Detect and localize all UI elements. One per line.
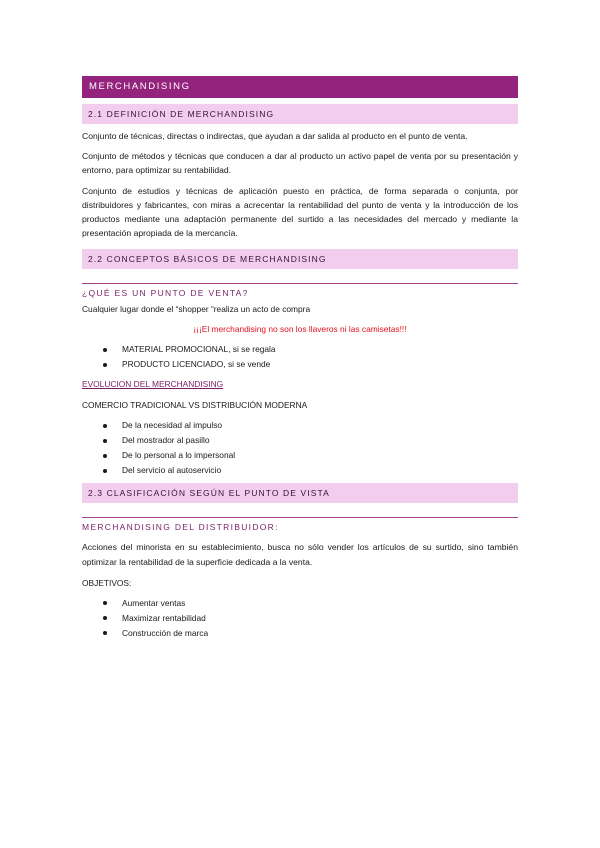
subheading-distributor-merchandising: MERCHANDISING DEL DISTRIBUIDOR: (82, 522, 279, 533)
objectives-list (82, 596, 518, 641)
comparison-label: COMERCIO TRADICIONAL VS DISTRIBUCIÓN MODERNA (82, 400, 308, 411)
list-item: Del mostrador al pasillo (82, 433, 518, 448)
bullet-icon (103, 363, 107, 367)
section-heading-classification: 2.3 CLASIFICACIÓN SEGÚN EL PUNTO DE VISTA (82, 483, 518, 503)
definition-paragraph-3: Conjunto de estudios y técnicas de aplicación puesto en práctica, de forma separada o conjunta, por distribuidores y fabricantes, con miras a acrecentar la rentabilidad del punto de venta y la introducción de los productos mediante una adaptación permanente del surtido a las necesidades del mercado y mediante la presentación apropiada de la mercancía. (82, 185, 518, 239)
list-item: MATERIAL PROMOCIONAL, si se regala (82, 342, 518, 357)
list-item: De la necesidad al impulso (82, 418, 518, 433)
bullet-icon (103, 454, 107, 458)
evolution-link[interactable]: EVOLUCION DEL MERCHANDISING (82, 379, 224, 390)
bullet-icon (103, 616, 107, 620)
list-item: Aumentar ventas (82, 596, 518, 611)
bullet-icon (103, 439, 107, 443)
bullet-icon (103, 631, 107, 635)
highlight-note: ¡¡¡El merchandising no son los llaveros ni las camisetas!!! (193, 324, 407, 335)
definition-paragraph-2: Conjunto de métodos y técnicas que conducen a dar al producto un activo papel de venta por su presentación y entorno, para optimizar su rentabilidad. (82, 151, 518, 176)
list-item: Construcción de marca (82, 626, 518, 641)
list-item: De lo personal a lo impersonal (82, 448, 518, 463)
bullet-icon (103, 469, 107, 473)
distributor-paragraph: Acciones del minorista en su establecimiento, busca no sólo vender los artículos de su surtido, sino también optimizar la rentabilidad de la superficie dedicada a la venta. (82, 542, 518, 567)
section-heading-basic-concepts: 2.2 CONCEPTOS BÁSICOS DE MERCHANDISING (82, 249, 518, 269)
bullet-icon (103, 348, 107, 352)
bullet-icon (103, 424, 107, 428)
subheading-point-of-sale: ¿QUÉ ES UN PUNTO DE VENTA? (82, 288, 249, 299)
point-of-sale-definition: Cualquier lugar donde el “shopper “realiza un acto de compra (82, 304, 311, 315)
list-item: PRODUCTO LICENCIADO, si se vende (82, 357, 518, 372)
main-heading: MERCHANDISING (82, 76, 518, 98)
evolution-list (82, 418, 518, 478)
list-item: Maximizar rentabilidad (82, 611, 518, 626)
definition-paragraph-1: Conjunto de técnicas, directas o indirectas, que ayudan a dar salida al producto en el punto de venta. (82, 131, 468, 141)
bullet-icon (103, 601, 107, 605)
objectives-label: OBJETIVOS: (82, 577, 132, 588)
merch-type-list (82, 342, 518, 372)
document-content (82, 76, 518, 641)
section-heading-definition: 2.1 DEFINICIÓN DE MERCHANDISING (82, 104, 518, 124)
list-item: Del servicio al autoservicio (82, 463, 518, 478)
